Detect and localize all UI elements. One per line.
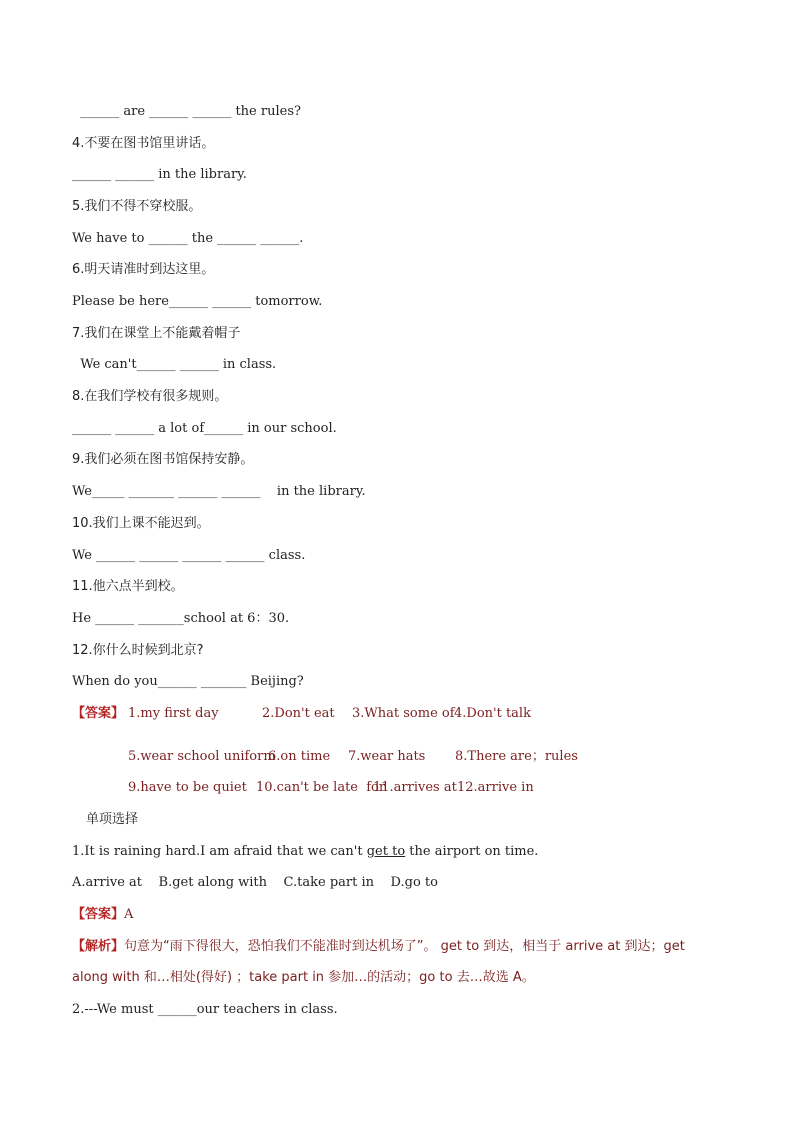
question-1-text-before: 1.It is raining hard.I am afraid that we can't bbox=[72, 844, 367, 859]
exercise-11-blanks: He ______ _______school at 6：30. bbox=[72, 611, 290, 626]
answer-item: 4.Don't talk bbox=[454, 706, 531, 721]
explanation-line-2: along with 和…相处(得好) ；take part in 参加…的活动；go to 去…故选 A。 bbox=[72, 970, 535, 985]
exercise-9-blanks: We_____ _______ ______ ______ in the library. bbox=[72, 484, 366, 499]
exercise-6-blanks: Please be here______ ______ tomorrow. bbox=[72, 294, 323, 309]
explanation-line-1: 句意为“雨下得很大，恐怕我们不能准时到达机场了”。 get to 到达，相当于 arrive at 到达；get bbox=[124, 939, 685, 954]
section-title: 单项选择 bbox=[86, 812, 139, 827]
answer-value: A bbox=[124, 907, 134, 922]
question-1-text-after: the airport on time. bbox=[405, 844, 539, 859]
answer-item: 1.my first day bbox=[128, 706, 219, 721]
answer-tag: 【答案】 bbox=[72, 706, 125, 721]
exercise-7-blanks: We can't______ ______ in class. bbox=[72, 357, 277, 372]
exercise-10-blanks: We ______ ______ ______ ______ class. bbox=[72, 548, 306, 563]
exercise-8-prompt: 8.在我们学校有很多规则。 bbox=[72, 389, 228, 404]
explanation-tag: 【解析】 bbox=[72, 939, 125, 954]
exercise-10-prompt: 10.我们上课不能迟到。 bbox=[72, 516, 210, 531]
answer-item: 5.wear school uniform bbox=[128, 749, 276, 764]
answer-item: 9.have to be quiet bbox=[128, 780, 247, 795]
answer-item: 10.can't be late for bbox=[256, 780, 386, 795]
exercise-12-blanks: When do you______ _______ Beijing? bbox=[72, 674, 304, 689]
exercise-12-prompt: 12.你什么时候到北京? bbox=[72, 643, 204, 658]
exercise-4-blanks: ______ ______ in the library. bbox=[72, 167, 247, 182]
exercise-line-3-blanks: ______ are ______ ______ the rules? bbox=[72, 104, 301, 119]
exercise-5-blanks: We have to ______ the ______ ______. bbox=[72, 231, 304, 246]
exercise-5-prompt: 5.我们不得不穿校服。 bbox=[72, 199, 202, 214]
answer-item: 6.on time bbox=[268, 749, 331, 764]
question-2: 2.---We must ______our teachers in class. bbox=[72, 1002, 338, 1017]
question-1-options: A.arrive at B.get along with C.take part in D.go to bbox=[72, 875, 438, 890]
exercise-9-prompt: 9.我们必须在图书馆保持安静。 bbox=[72, 452, 254, 467]
exercise-11-prompt: 11.他六点半到校。 bbox=[72, 579, 184, 594]
question-1-answer bbox=[72, 906, 133, 924]
exercise-6-prompt: 6.明天请准时到达这里。 bbox=[72, 262, 215, 277]
answer-item: 12.arrive in bbox=[457, 780, 534, 795]
answer-item: 7.wear hats bbox=[348, 749, 426, 764]
answer-item: 11.arrives at bbox=[373, 780, 457, 795]
answer-item: 8.There are；rules bbox=[455, 749, 578, 764]
question-1-explanation bbox=[72, 938, 685, 956]
answer-item: 2.Don't eat bbox=[262, 706, 335, 721]
exercise-4-prompt: 4.不要在图书馆里讲话。 bbox=[72, 136, 215, 151]
exercise-8-blanks: ______ ______ a lot of______ in our school. bbox=[72, 421, 337, 436]
answer-item: 3.What some of bbox=[352, 706, 455, 721]
answer-tag: 【答案】 bbox=[72, 907, 125, 922]
question-1 bbox=[72, 843, 538, 861]
question-1-underlined: get to bbox=[366, 844, 406, 859]
exercise-7-prompt: 7.我们在课堂上不能戴着帽子 bbox=[72, 326, 241, 341]
